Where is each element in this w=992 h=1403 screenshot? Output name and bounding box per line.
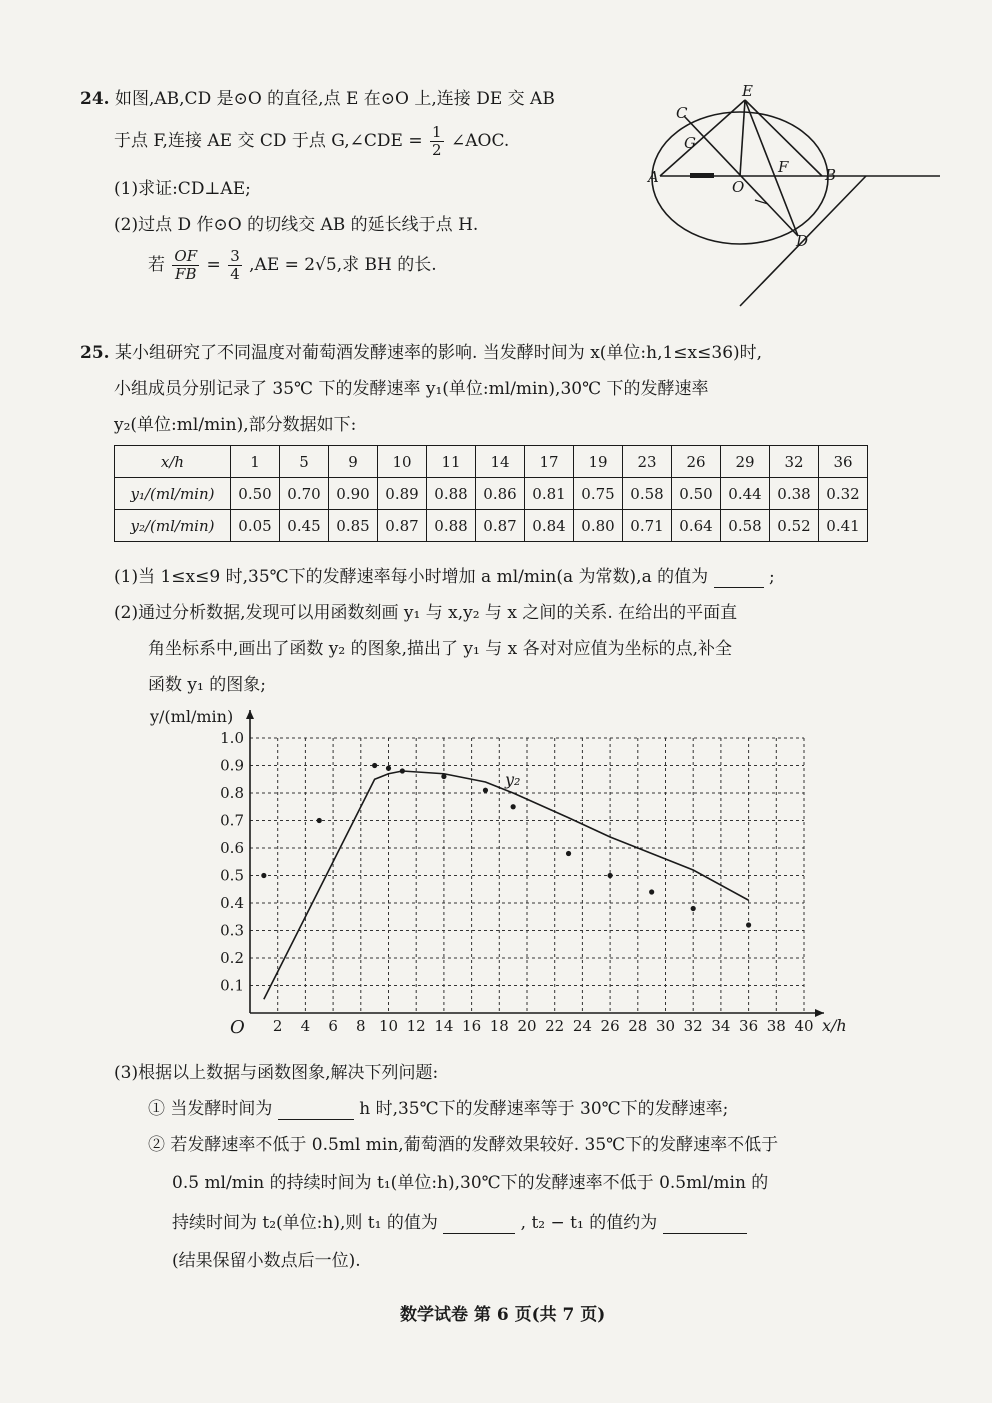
table-cell: 23: [623, 446, 672, 478]
frac-denominator: 4: [230, 265, 240, 283]
table-header-y1: y₁/(ml/min): [115, 478, 231, 510]
chart-xlabel: x/h: [822, 1016, 847, 1035]
q24-text-2b: ∠AOC.: [450, 131, 510, 151]
y-tick-label: 0.4: [220, 894, 244, 912]
table-cell: 0.88: [427, 510, 476, 542]
frac-denominator: 2: [432, 141, 442, 159]
y-tick-label: 0.5: [220, 866, 244, 885]
table-cell: 0.87: [378, 510, 427, 542]
table-cell: 0.50: [672, 478, 721, 510]
q25-part3-2d: (结果保留小数点后一位).: [172, 1251, 361, 1271]
x-tick-label: 14: [434, 1017, 454, 1035]
q25-intro-2: 小组成员分别记录了 35℃ 下的发酵速率 y₁(单位:ml/min),30℃ 下的发酵速率: [114, 379, 709, 399]
q24-text-2a: 于点 F,连接 AE 交 CD 于点 G,∠CDE =: [114, 131, 423, 151]
q25-part3-2c: [172, 1208, 747, 1234]
label-c: C: [676, 104, 688, 122]
table-cell: 0.90: [329, 478, 378, 510]
x-tick-label: 2: [272, 1017, 283, 1035]
q25-part3-1-text-a: ① 当发酵时间为: [148, 1099, 273, 1119]
data-point-y1: [317, 818, 322, 823]
label-f: F: [778, 158, 789, 176]
answer-blank-a[interactable]: [714, 567, 764, 588]
label-o: O: [732, 178, 745, 196]
data-point-y1: [441, 774, 446, 779]
q25-part1: [114, 562, 775, 588]
x-tick-label: 38: [766, 1017, 786, 1035]
label-g: G: [684, 134, 696, 152]
table-cell: 0.41: [819, 510, 868, 542]
frac-numerator: 1: [432, 123, 442, 141]
table-cell: 19: [574, 446, 623, 478]
label-d: D: [796, 232, 809, 250]
segment-de: [745, 100, 798, 236]
segment-ae: [660, 100, 745, 176]
label-b: B: [825, 166, 837, 184]
table-cell: 0.87: [476, 510, 525, 542]
q24-cond-text-b: ,AE = 2√5,求 BH 的长.: [249, 255, 437, 275]
q25-part3-2b: 0.5 ml/min 的持续时间为 t₁(单位:h),30℃下的发酵速率不低于 0.5ml/min 的: [172, 1173, 769, 1193]
x-tick-label: 10: [378, 1017, 399, 1035]
q25-intro-3: y₂(单位:ml/min),部分数据如下:: [114, 415, 357, 435]
label-a: A: [648, 168, 659, 186]
table-row-y2: [115, 510, 868, 542]
table-cell: 26: [672, 446, 721, 478]
q25-part3-2c-text-a: 持续时间为 t₂(单位:h),则 t₁ 的值为: [172, 1213, 438, 1233]
data-table: [114, 445, 868, 542]
series-line-y2: [264, 771, 749, 999]
table-cell: 0.05: [231, 510, 280, 542]
chart-ylabel: y/(ml/min): [150, 707, 234, 726]
q25-part2-line3: 函数 y₁ 的图象;: [148, 675, 266, 695]
table-cell: 0.64: [672, 510, 721, 542]
x-tick-label: 30: [655, 1017, 676, 1035]
q25-part2-line1: (2)通过分析数据,发现可以用函数刻画 y₁ 与 x,y₂ 与 x 之间的关系. 在给出的平面直: [114, 603, 738, 623]
q25-part2-line2: 角坐标系中,画出了函数 y₂ 的图象,描出了 y₁ 与 x 各对对应值为坐标的点,补全: [148, 639, 733, 659]
table-cell: 0.58: [623, 478, 672, 510]
table-cell: 36: [819, 446, 868, 478]
table-cell: 11: [427, 446, 476, 478]
table-cell: 29: [721, 446, 770, 478]
y-tick-label: 0.1: [220, 976, 244, 995]
y-tick-label: 0.2: [220, 949, 244, 967]
q24-part2: (2)过点 D 作⊙O 的切线交 AB 的延长线于点 H.: [114, 215, 479, 235]
table-cell: 1: [231, 446, 280, 478]
chart-series-label-y2: y₂: [505, 770, 521, 789]
data-point-y1: [400, 768, 405, 773]
chart-origin-label: O: [230, 1017, 245, 1038]
table-cell: 0.88: [427, 478, 476, 510]
scratch-bar: [690, 173, 714, 178]
data-point-y1: [261, 873, 266, 878]
data-point-y1: [649, 889, 654, 894]
answer-blank-time[interactable]: [278, 1099, 354, 1120]
q24-condition: [148, 248, 437, 283]
x-tick-label: 16: [462, 1017, 482, 1035]
x-tick-label: 18: [489, 1017, 509, 1035]
data-point-y1: [386, 766, 391, 771]
table-cell: 0.89: [378, 478, 427, 510]
q25-part3-1-text-b: h 时,35℃下的发酵速率等于 30℃下的发酵速率;: [359, 1099, 729, 1119]
answer-blank-t1[interactable]: [443, 1213, 515, 1234]
q24-geometry-figure: [640, 80, 950, 320]
table-cell: 0.44: [721, 478, 770, 510]
table-cell: 0.81: [525, 478, 574, 510]
x-tick-label: 20: [517, 1017, 537, 1035]
q24-fraction-three-quarters: [228, 248, 242, 283]
data-point-y1: [746, 922, 751, 927]
page-footer: 数学试卷 第 6 页(共 7 页): [400, 1305, 606, 1325]
table-header-y2: y₂/(ml/min): [115, 510, 231, 542]
table-cell: 0.85: [329, 510, 378, 542]
table-cell: 0.50: [231, 478, 280, 510]
table-cell: 14: [476, 446, 525, 478]
table-row-x: [115, 446, 868, 478]
table-cell: 10: [378, 446, 427, 478]
q24-part1: (1)求证:CD⊥AE;: [114, 179, 251, 199]
q24-line1: [80, 84, 555, 109]
x-tick-label: 8: [356, 1017, 366, 1035]
data-point-y1: [608, 873, 613, 878]
table-cell: 0.80: [574, 510, 623, 542]
q24-number: 24.: [80, 89, 110, 109]
y-tick-label: 0.3: [220, 921, 244, 940]
y-tick-label: 0.6: [220, 839, 244, 857]
q25-intro-1-text: 某小组研究了不同温度对葡萄酒发酵速率的影响. 当发酵时间为 x(单位:h,1≤x≤36)时,: [114, 343, 763, 363]
table-cell: 0.32: [819, 478, 868, 510]
x-tick-label: 6: [328, 1017, 338, 1035]
data-point-y1: [566, 851, 571, 856]
table-cell: 0.58: [721, 510, 770, 542]
q25-part3-2a: ② 若发酵速率不低于 0.5ml min,葡萄酒的发酵效果较好. 35℃下的发酵速率不低于: [148, 1135, 779, 1155]
table-cell: 32: [770, 446, 819, 478]
table-cell: 0.86: [476, 478, 525, 510]
table-cell: 0.84: [525, 510, 574, 542]
data-point-y1: [511, 804, 516, 809]
x-tick-label: 34: [711, 1017, 731, 1035]
table-cell: 0.75: [574, 478, 623, 510]
x-tick-label: 32: [683, 1017, 703, 1035]
q25-part3: (3)根据以上数据与函数图象,解决下列问题:: [114, 1063, 439, 1083]
x-tick-label: 26: [600, 1017, 620, 1035]
x-tick-label: 36: [739, 1017, 759, 1035]
frac-denominator: FB: [175, 265, 197, 283]
x-tick-label: 28: [628, 1017, 648, 1035]
x-tick-label: 40: [794, 1017, 814, 1035]
frac-numerator: 3: [230, 247, 240, 265]
y-axis-arrow: [246, 710, 254, 719]
q25-part3-1: [148, 1094, 728, 1120]
answer-blank-t2-minus-t1[interactable]: [663, 1213, 747, 1234]
q24-fraction-of-fb: [172, 248, 199, 283]
q25-number: 25.: [80, 343, 110, 363]
table-cell: 0.71: [623, 510, 672, 542]
q25-part3-2c-text-b: , t₂ − t₁ 的值约为: [520, 1213, 658, 1233]
data-point-y1: [483, 788, 488, 793]
table-cell: 0.38: [770, 478, 819, 510]
q24-cond-text: 若: [148, 255, 165, 275]
table-row-y1: [115, 478, 868, 510]
q24-text-1: 如图,AB,CD 是⊙O 的直径,点 E 在⊙O 上,连接 DE 交 AB: [114, 89, 555, 109]
table-cell: 5: [280, 446, 329, 478]
chart-series: [261, 763, 751, 999]
q25-intro-1: [80, 338, 762, 363]
table-cell: 0.45: [280, 510, 329, 542]
y-tick-label: 0.7: [220, 811, 244, 830]
table-cell: 0.52: [770, 510, 819, 542]
x-tick-label: 4: [300, 1017, 311, 1035]
y-tick-label: 0.9: [220, 756, 244, 775]
q24-line2: [114, 124, 509, 159]
chart-grid: [250, 738, 804, 1013]
fermentation-chart: [140, 700, 860, 1045]
x-tick-label: 12: [406, 1017, 426, 1035]
q24-cond-eq: =: [206, 255, 221, 275]
label-e: E: [742, 82, 753, 100]
x-tick-label: 22: [545, 1017, 565, 1035]
q25-part1-end: ;: [768, 567, 775, 587]
data-point-y1: [372, 763, 377, 768]
q24-fraction-half: [430, 124, 444, 159]
table-header-x: x/h: [115, 446, 231, 478]
y-tick-label: 1.0: [220, 729, 244, 747]
data-point-y1: [691, 906, 696, 911]
x-tick-label: 24: [572, 1017, 592, 1035]
table-cell: 9: [329, 446, 378, 478]
q25-part1-text: (1)当 1≤x≤9 时,35℃下的发酵速率每小时增加 a ml/min(a 为常数),a 的值为: [114, 567, 709, 587]
frac-numerator: OF: [174, 247, 198, 265]
y-tick-label: 0.8: [220, 784, 244, 802]
table-cell: 0.70: [280, 478, 329, 510]
table-cell: 17: [525, 446, 574, 478]
